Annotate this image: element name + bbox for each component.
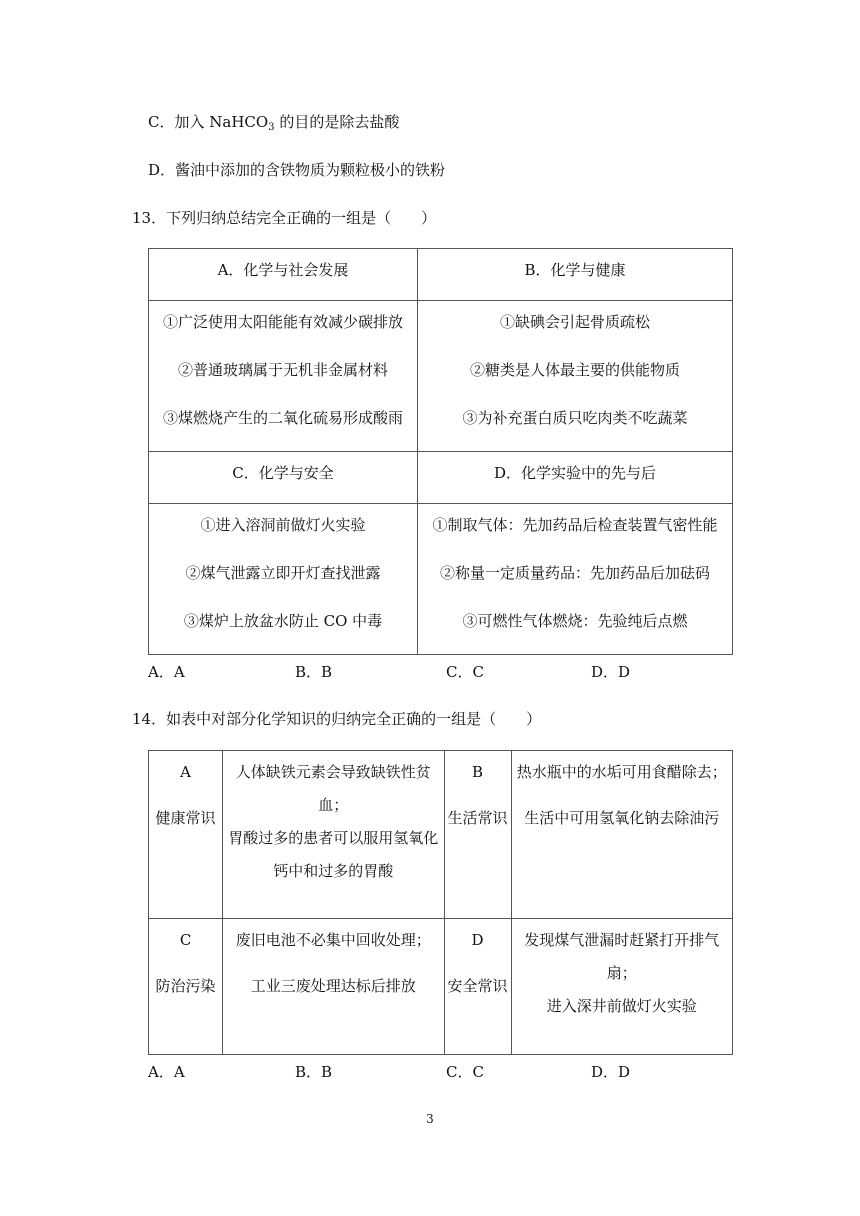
q14-c-line-1: 废旧电池不必集中回收处理；: [235, 931, 431, 949]
q14-option-a: A．A: [148, 1063, 185, 1081]
q14-d-line-2: 扇；: [606, 964, 637, 982]
question-13-stem: 13．下列归纳总结完全正确的一组是（ ）: [132, 209, 437, 227]
q14-b-category: 生活常识: [447, 809, 508, 827]
q14-label-c: [149, 919, 223, 1055]
q13-option-c: C．C: [446, 663, 484, 681]
q13-b-item-2: ②糖类是人体最主要的供能物质: [469, 361, 680, 379]
option-c-prev: [148, 112, 399, 132]
q14-b-line-1: 热水瓶中的水垢可用食醋除去；: [516, 763, 727, 781]
q13-option-a: A．A: [148, 663, 185, 681]
q13-header-b-text: B．化学与健康: [524, 261, 626, 279]
q14-content-c: [223, 919, 444, 1055]
q14-a-category: 健康常识: [155, 809, 216, 827]
q14-a-line-4: 钙中和过多的胃酸: [273, 862, 394, 880]
q13-b-item-3: ③为补充蛋白质只吃肉类不吃蔬菜: [462, 409, 688, 427]
question-14-table: [148, 750, 733, 1055]
option-c-subscript: 3: [268, 122, 275, 133]
q13-a-item-1: ①广泛使用太阳能能有效减少碳排放: [162, 313, 403, 331]
q13-b-item-1: ①缺碘会引起骨质疏松: [499, 313, 650, 331]
question-13-table: [148, 248, 733, 655]
q13-cell-c: [149, 504, 418, 655]
q14-option-d: D．D: [591, 1063, 631, 1081]
q13-header-b: [418, 249, 733, 301]
q14-c-letter: C: [179, 931, 192, 949]
option-c-text-b: 的目的是除去盐酸: [274, 113, 400, 131]
option-c-text-a: C．加入 NaHCO: [148, 113, 269, 131]
q14-d-line-1: 发现煤气泄漏时赶紧打开排气: [524, 931, 720, 949]
q14-b-line-2: 生活中可用氢氧化钠去除油污: [524, 809, 720, 827]
q13-header-a-text: A．化学与社会发展: [217, 261, 349, 279]
q13-a-item-3: ③煤燃烧产生的二氧化硫易形成酸雨: [162, 409, 403, 427]
q14-label-b: [444, 751, 511, 919]
q14-d-category: 安全常识: [447, 977, 508, 995]
q14-d-letter: D: [471, 931, 484, 949]
q13-c-item-3: ③煤炉上放盆水防止 CO 中毒: [183, 612, 383, 630]
q14-b-letter: B: [472, 763, 484, 781]
page-number: 3: [426, 1112, 434, 1126]
q13-option-d: D．D: [591, 663, 631, 681]
q13-d-item-2: ②称量一定质量药品：先加药品后加砝码: [439, 564, 710, 582]
q13-d-item-1: ①制取气体：先加药品后检查装置气密性能: [432, 516, 718, 534]
q13-header-d-text: D．化学实验中的先与后: [493, 464, 657, 482]
q13-option-b: B．B: [295, 663, 333, 681]
q14-option-c: C．C: [446, 1063, 484, 1081]
q14-option-b: B．B: [295, 1063, 333, 1081]
q13-cell-a: [149, 301, 418, 452]
q13-c-item-2: ②煤气泄露立即开灯查找泄露: [185, 564, 381, 582]
q14-d-line-3: 进入深井前做灯火实验: [546, 997, 697, 1015]
q13-cell-b: [418, 301, 733, 452]
q14-a-line-1: 人体缺铁元素会导致缺铁性贫: [235, 763, 431, 781]
q14-a-line-3: 胃酸过多的患者可以服用氢氧化: [228, 829, 439, 847]
option-d-prev: D．酱油中添加的含铁物质为颗粒极小的铁粉: [148, 161, 446, 179]
q13-a-item-2: ②普通玻璃属于无机非金属材料: [177, 361, 388, 379]
q14-c-line-2: 工业三废处理达标后排放: [250, 977, 416, 995]
q14-content-d: [511, 919, 732, 1055]
q13-header-c-text: C．化学与安全: [232, 464, 334, 482]
q13-cell-d: [418, 504, 733, 655]
q14-label-a: [149, 751, 223, 919]
q14-a-line-2: 血；: [318, 796, 349, 814]
q13-c-item-1: ①进入溶洞前做灯火实验: [200, 516, 366, 534]
question-14-stem: 14．如表中对部分化学知识的归纳完全正确的一组是（ ）: [132, 710, 542, 728]
q14-a-letter: A: [180, 763, 191, 781]
q13-d-item-3: ③可燃性气体燃烧：先验纯后点燃: [462, 612, 688, 630]
q13-header-c: [149, 452, 418, 504]
q13-header-a: [149, 249, 418, 301]
q14-label-d: [444, 919, 511, 1055]
q13-header-d: [418, 452, 733, 504]
q14-c-category: 防治污染: [155, 977, 216, 995]
q14-content-b: [511, 751, 732, 919]
q14-content-a: [223, 751, 444, 919]
